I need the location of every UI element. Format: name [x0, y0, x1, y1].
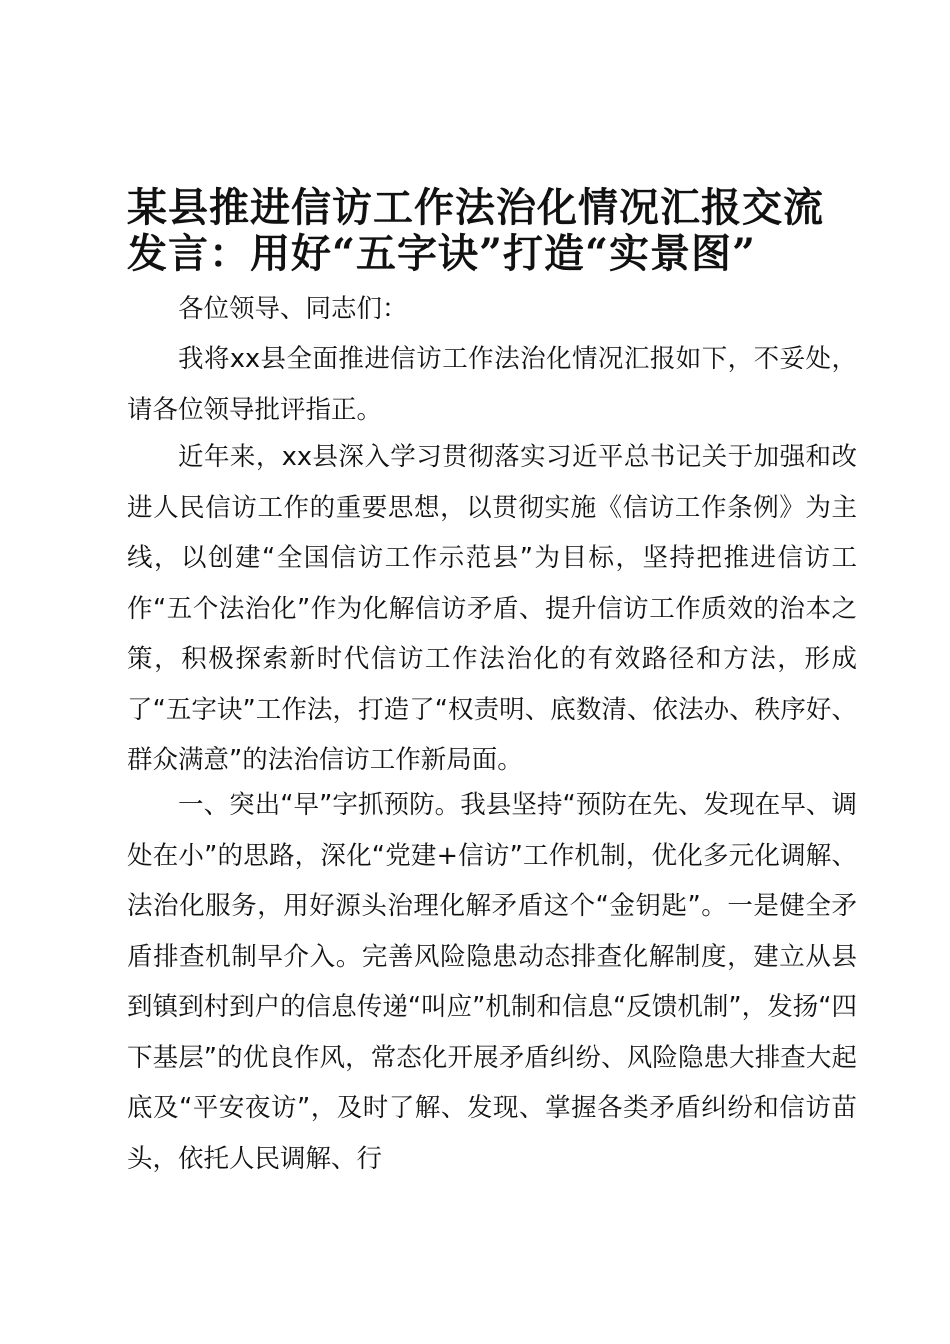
intro-paragraph: 我将xx县全面推进信访工作法治化情况汇报如下，不妥处，请各位领导批评指正。	[127, 344, 857, 425]
background-paragraph: 近年来，xx县深入学习贯彻落实习近平总书记关于加强和改进人民信访工作的重要思想，以贯彻实施《信访工作条例》为主线，以创建“全国信访工作示范县”为目标，坚持把推进信访工作“五个法治化”作为化解信访矛盾、提升信访工作质效的治本之策，积极探索新时代信访工作法治化的有效路径和方法，形成了“五字诀”工作法，打造了“权责明、底数清、依法办、秩序好、群众满意”的法治信访工作新局面。	[127, 442, 857, 775]
section-one-paragraph: 一、突出“早”字抓预防。我县坚持“预防在先、发现在早、调处在小”的思路，深化“党建+信访”工作机制，优化多元化调解、法治化服务，用好源头治理化解矛盾这个“金钥匙”。一是健全矛盾排查机制早介入。完善风险隐患动态排查化解制度，建立从县到镇到村到户的信息传递“叫应”机制和信息“反馈机制”，发扬“四下基层”的优良作风，常态化开展矛盾纠纷、风险隐患大排查大起底及“平安夜访”，及时了解、发现、掌握各类矛盾纠纷和信访苗头，依托人民调解、行	[127, 790, 857, 1174]
document-title	[127, 185, 847, 277]
title-line-2: 发言：用好“五字诀”打造“实景图”	[127, 230, 757, 277]
greeting-paragraph: 各位领导、同志们：	[178, 294, 408, 324]
title-line-1: 某县推进信访工作法治化情况汇报交流	[127, 184, 824, 231]
